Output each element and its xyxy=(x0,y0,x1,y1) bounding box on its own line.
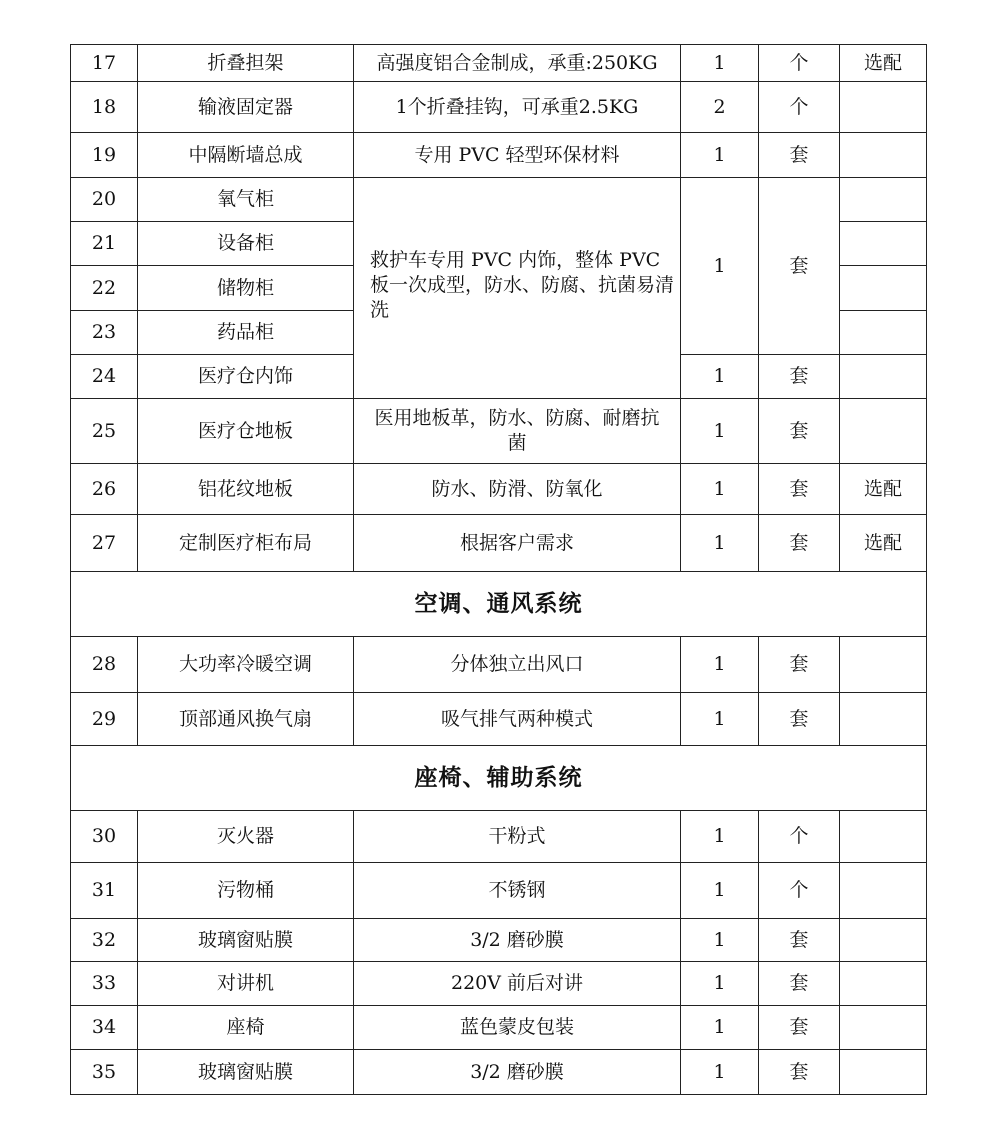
item-spec: 220V 前后对讲 xyxy=(354,962,681,1006)
table-row xyxy=(71,1050,927,1095)
item-name: 对讲机 xyxy=(138,962,354,1006)
item-name: 设备柜 xyxy=(138,222,354,266)
table-row xyxy=(71,811,927,863)
item-unit: 套 xyxy=(759,962,840,1006)
item-number: 22 xyxy=(71,266,138,311)
item-quantity: 1 xyxy=(681,919,759,962)
item-quantity: 1 xyxy=(681,693,759,746)
equipment-spec-table xyxy=(70,44,927,1095)
item-quantity: 1 xyxy=(681,399,759,464)
item-unit: 套 xyxy=(759,355,840,399)
item-spec: 救护车专用 PVC 内饰，整体 PVC 板一次成型，防水、防腐、抗菌易清洗 xyxy=(354,178,681,399)
item-note xyxy=(840,1006,927,1050)
section-heading: 空调、通风系统 xyxy=(71,572,927,637)
table-row xyxy=(71,82,927,133)
item-name: 座椅 xyxy=(138,1006,354,1050)
item-note: 选配 xyxy=(840,464,927,515)
item-name: 顶部通风换气扇 xyxy=(138,693,354,746)
item-name: 药品柜 xyxy=(138,311,354,355)
item-name: 定制医疗柜布局 xyxy=(138,515,354,572)
item-number: 34 xyxy=(71,1006,138,1050)
section-row xyxy=(71,746,927,811)
item-quantity: 1 xyxy=(681,863,759,919)
item-quantity: 1 xyxy=(681,637,759,693)
item-quantity: 1 xyxy=(681,133,759,178)
item-unit: 套 xyxy=(759,1050,840,1095)
item-note: 选配 xyxy=(840,45,927,82)
item-quantity: 1 xyxy=(681,1006,759,1050)
table-row xyxy=(71,45,927,82)
item-name: 储物柜 xyxy=(138,266,354,311)
item-spec: 医用地板革，防水、防腐、耐磨抗菌 xyxy=(354,399,681,464)
table-row xyxy=(71,919,927,962)
item-unit: 套 xyxy=(759,464,840,515)
item-unit: 个 xyxy=(759,82,840,133)
item-note xyxy=(840,311,927,355)
item-note xyxy=(840,82,927,133)
item-name: 玻璃窗贴膜 xyxy=(138,919,354,962)
item-note xyxy=(840,919,927,962)
item-unit: 套 xyxy=(759,693,840,746)
table-row xyxy=(71,1006,927,1050)
table-row xyxy=(71,693,927,746)
section-heading: 座椅、辅助系统 xyxy=(71,746,927,811)
item-spec: 蓝色蒙皮包装 xyxy=(354,1006,681,1050)
item-spec: 根据客户需求 xyxy=(354,515,681,572)
item-number: 31 xyxy=(71,863,138,919)
item-note xyxy=(840,222,927,266)
item-number: 25 xyxy=(71,399,138,464)
item-quantity: 2 xyxy=(681,82,759,133)
item-number: 29 xyxy=(71,693,138,746)
item-number: 24 xyxy=(71,355,138,399)
table-row xyxy=(71,515,927,572)
item-number: 21 xyxy=(71,222,138,266)
item-note xyxy=(840,811,927,863)
item-spec: 专用 PVC 轻型环保材料 xyxy=(354,133,681,178)
item-unit: 套 xyxy=(759,178,840,355)
item-number: 35 xyxy=(71,1050,138,1095)
item-quantity: 1 xyxy=(681,962,759,1006)
item-number: 30 xyxy=(71,811,138,863)
item-name: 中隔断墙总成 xyxy=(138,133,354,178)
item-spec: 1个折叠挂钩，可承重2.5KG xyxy=(354,82,681,133)
item-spec: 3/2 磨砂膜 xyxy=(354,1050,681,1095)
item-note xyxy=(840,266,927,311)
item-number: 18 xyxy=(71,82,138,133)
item-note xyxy=(840,399,927,464)
item-unit: 个 xyxy=(759,45,840,82)
table-row xyxy=(71,178,927,222)
item-note xyxy=(840,693,927,746)
item-quantity: 1 xyxy=(681,464,759,515)
item-name: 医疗仓内饰 xyxy=(138,355,354,399)
table-row xyxy=(71,863,927,919)
item-note xyxy=(840,863,927,919)
item-unit: 个 xyxy=(759,863,840,919)
item-note xyxy=(840,133,927,178)
item-spec: 不锈钢 xyxy=(354,863,681,919)
item-quantity: 1 xyxy=(681,1050,759,1095)
item-name: 铝花纹地板 xyxy=(138,464,354,515)
item-quantity: 1 xyxy=(681,45,759,82)
item-unit: 套 xyxy=(759,919,840,962)
item-spec: 吸气排气两种模式 xyxy=(354,693,681,746)
item-name: 输液固定器 xyxy=(138,82,354,133)
item-unit: 套 xyxy=(759,1006,840,1050)
item-unit: 套 xyxy=(759,515,840,572)
item-name: 灭火器 xyxy=(138,811,354,863)
item-name: 医疗仓地板 xyxy=(138,399,354,464)
item-note: 选配 xyxy=(840,515,927,572)
item-note xyxy=(840,178,927,222)
item-spec: 防水、防滑、防氧化 xyxy=(354,464,681,515)
item-number: 27 xyxy=(71,515,138,572)
item-number: 32 xyxy=(71,919,138,962)
item-quantity: 1 xyxy=(681,515,759,572)
item-note xyxy=(840,1050,927,1095)
item-name: 氧气柜 xyxy=(138,178,354,222)
item-note xyxy=(840,637,927,693)
item-name: 污物桶 xyxy=(138,863,354,919)
section-row xyxy=(71,572,927,637)
item-unit: 套 xyxy=(759,637,840,693)
item-note xyxy=(840,962,927,1006)
item-unit: 套 xyxy=(759,399,840,464)
item-number: 17 xyxy=(71,45,138,82)
item-number: 33 xyxy=(71,962,138,1006)
table-row xyxy=(71,637,927,693)
table-row xyxy=(71,464,927,515)
item-spec: 高强度铝合金制成，承重:250KG xyxy=(354,45,681,82)
item-name: 折叠担架 xyxy=(138,45,354,82)
item-unit: 个 xyxy=(759,811,840,863)
item-quantity: 1 xyxy=(681,355,759,399)
item-name: 大功率冷暖空调 xyxy=(138,637,354,693)
item-quantity: 1 xyxy=(681,178,759,355)
item-spec: 分体独立出风口 xyxy=(354,637,681,693)
item-note xyxy=(840,355,927,399)
item-spec: 干粉式 xyxy=(354,811,681,863)
item-unit: 套 xyxy=(759,133,840,178)
table-row xyxy=(71,962,927,1006)
item-quantity: 1 xyxy=(681,811,759,863)
item-spec: 3/2 磨砂膜 xyxy=(354,919,681,962)
item-number: 20 xyxy=(71,178,138,222)
table-row xyxy=(71,133,927,178)
item-number: 26 xyxy=(71,464,138,515)
item-number: 23 xyxy=(71,311,138,355)
table-row xyxy=(71,399,927,464)
item-name: 玻璃窗贴膜 xyxy=(138,1050,354,1095)
item-number: 19 xyxy=(71,133,138,178)
item-number: 28 xyxy=(71,637,138,693)
